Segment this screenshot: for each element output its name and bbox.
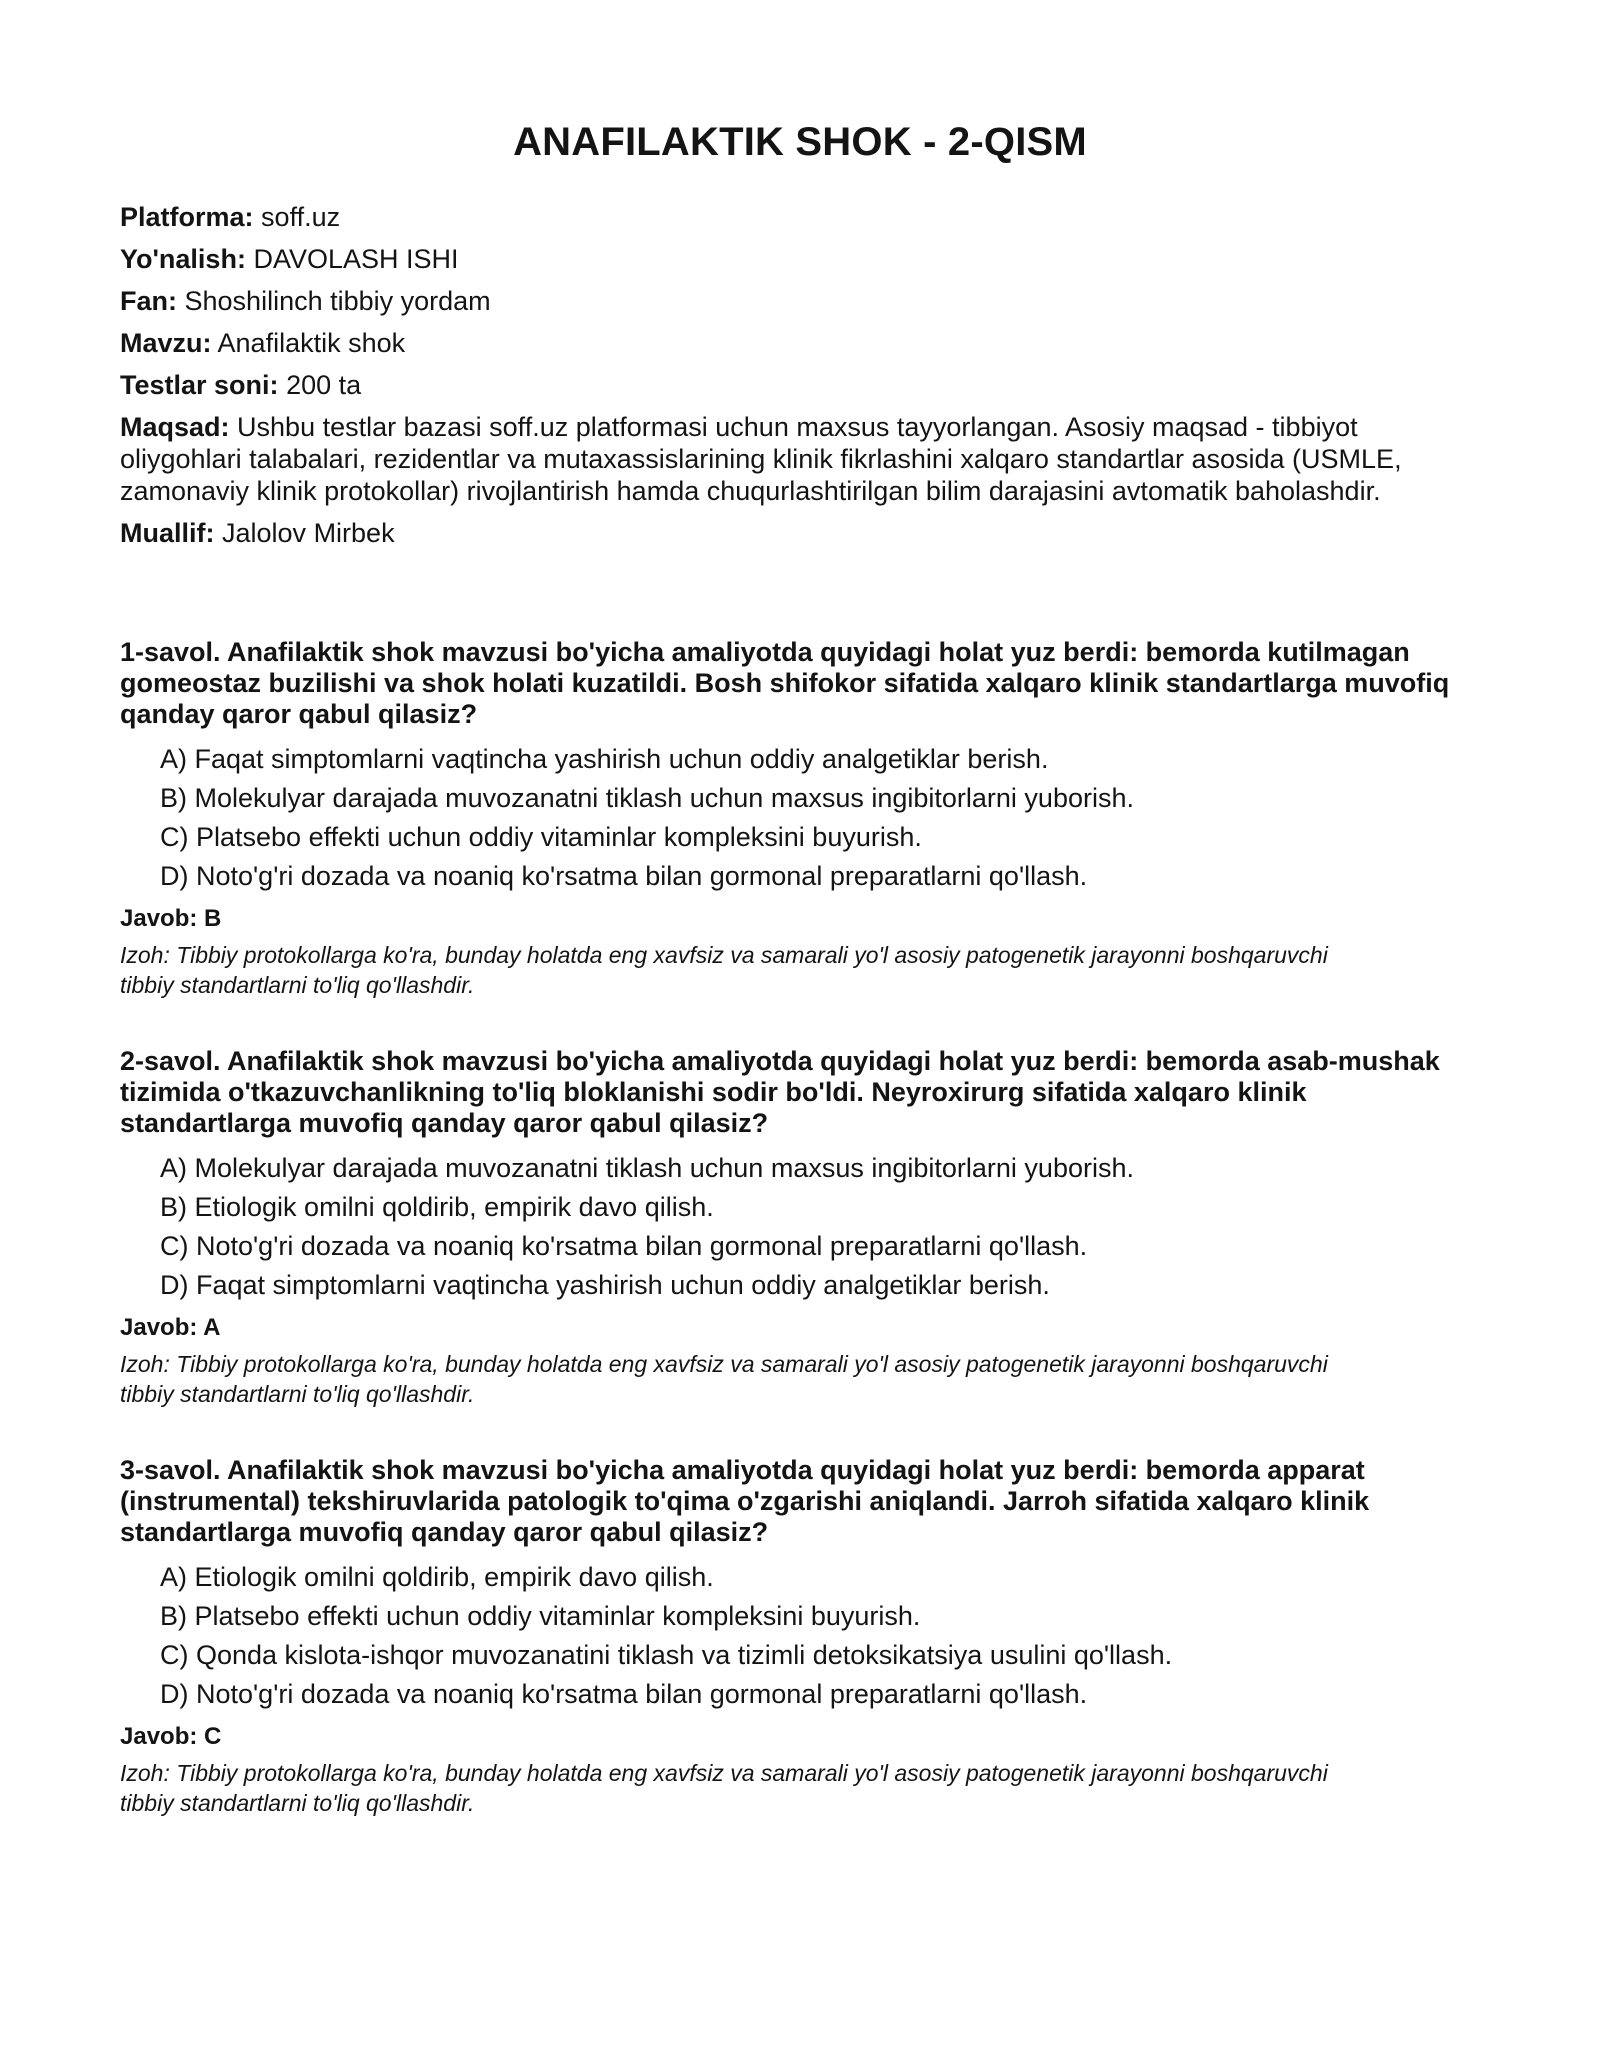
meta-value: Jalolov Mirbek [222, 518, 395, 548]
meta-label: Fan: [120, 286, 177, 316]
option-a: A) Faqat simptomlarni vaqtincha yashirish uchun oddiy analgetiklar berish. [160, 744, 1049, 774]
meta-label: Yo'nalish: [120, 244, 246, 274]
answer-explanation: Izoh: Tibbiy protokollarga ko'ra, bunday holatda eng xavfsiz va samarali yo'l asosiy patogenetik jarayonni boshqaruvchi tibbiy standartlarni to'liq qo'llashdir. [120, 1760, 1328, 1816]
option-c: C) Qonda kislota-ishqor muvozanatini tiklash va tizimli detoksikatsiya usulini qo'llash. [160, 1640, 1173, 1670]
correct-answer: Javob: C [120, 1723, 222, 1750]
correct-answer: Javob: B [120, 905, 222, 932]
meta-value: Shoshilinch tibbiy yordam [184, 286, 491, 316]
meta-label: Mavzu: [120, 328, 212, 358]
question-text: 3-savol. Anafilaktik shok mavzusi bo'yicha amaliyotda quyidagi holat yuz berdi: bemorda apparat (instrumental) tekshiruvlarida patologik to'qima o'zgarishi aniqlandi. Jarroh sifatida xalqaro klinik standartlarga muvofiq qanday qaror qabul qilasiz? [120, 1455, 1370, 1547]
option-b: B) Etiologik omilni qoldirib, empirik davo qilish. [160, 1192, 714, 1222]
meta-label: Maqsad: [120, 412, 230, 442]
question-1 [120, 637, 1460, 1000]
meta-author [120, 517, 1460, 549]
meta-value: Ushbu testlar bazasi soff.uz platformasi uchun maxsus tayyorlangan. Asosiy maqsad - tibbiyot oliygohlari talabalari, rezidentlar va mutaxassislarining klinik fikrlashini xalqaro standartlar asosida (USMLE, zamonaviy klinik protokollar) rivojlantirish hamda chuqurlashtirilgan bilim darajasini avtomatik baholashdir. [120, 412, 1402, 506]
question-3 [120, 1455, 1460, 1818]
option-d: D) Faqat simptomlarni vaqtincha yashirish uchun oddiy analgetiklar berish. [160, 1270, 1050, 1300]
meta-value: 200 ta [286, 370, 362, 400]
meta-platform [120, 201, 1460, 233]
question-text: 1-savol. Anafilaktik shok mavzusi bo'yicha amaliyotda quyidagi holat yuz berdi: bemorda kutilmagan gomeostaz buzilishi va shok holati kuzatildi. Bosh shifokor sifatida xalqaro klinik standartlarga muvofiq qanday qaror qabul qilasiz? [120, 637, 1450, 729]
answer-explanation: Izoh: Tibbiy protokollarga ko'ra, bunday holatda eng xavfsiz va samarali yo'l asosiy patogenetik jarayonni boshqaruvchi tibbiy standartlarni to'liq qo'llashdir. [120, 942, 1328, 998]
option-b: B) Platsebo effekti uchun oddiy vitaminlar kompleksini buyurish. [160, 1601, 921, 1631]
question-2 [120, 1046, 1460, 1409]
meta-label: Muallif: [120, 518, 215, 548]
option-d: D) Noto'g'ri dozada va noaniq ko'rsatma bilan gormonal preparatlarni qo'llash. [160, 1679, 1088, 1709]
option-a: A) Molekulyar darajada muvozanatni tiklash uchun maxsus ingibitorlarni yuborish. [160, 1153, 1134, 1183]
answer-options [120, 1562, 1460, 1710]
meta-value: soff.uz [261, 202, 341, 232]
option-d: D) Noto'g'ri dozada va noaniq ko'rsatma bilan gormonal preparatlarni qo'llash. [160, 861, 1088, 891]
question-text: 2-savol. Anafilaktik shok mavzusi bo'yicha amaliyotda quyidagi holat yuz berdi: bemorda asab-mushak tizimida o'tkazuvchanlikning to'liq bloklanishi sodir bo'ldi. Neyroxirurg sifatida xalqaro klinik standartlarga muvofiq qanday qaror qabul qilasiz? [120, 1046, 1440, 1138]
meta-value: Anafilaktik shok [217, 328, 406, 358]
meta-topic [120, 327, 1460, 359]
answer-options [120, 744, 1460, 892]
document-title: ANAFILAKTIK SHOK - 2-QISM [513, 120, 1087, 164]
answer-options [120, 1153, 1460, 1301]
answer-explanation: Izoh: Tibbiy protokollarga ko'ra, bunday holatda eng xavfsiz va samarali yo'l asosiy patogenetik jarayonni boshqaruvchi tibbiy standartlarni to'liq qo'llashdir. [120, 1351, 1328, 1407]
meta-label: Platforma: [120, 202, 254, 232]
option-c: C) Noto'g'ri dozada va noaniq ko'rsatma bilan gormonal preparatlarni qo'llash. [160, 1231, 1088, 1261]
option-a: A) Etiologik omilni qoldirib, empirik davo qilish. [160, 1562, 714, 1592]
meta-test-count [120, 369, 1460, 401]
meta-label: Testlar soni: [120, 370, 279, 400]
metadata-block [120, 201, 1460, 549]
meta-direction [120, 243, 1460, 275]
meta-value: DAVOLASH ISHI [253, 244, 459, 274]
correct-answer: Javob: A [120, 1314, 221, 1341]
option-c: C) Platsebo effekti uchun oddiy vitaminlar kompleksini buyurish. [160, 822, 922, 852]
option-b: B) Molekulyar darajada muvozanatni tiklash uchun maxsus ingibitorlarni yuborish. [160, 783, 1134, 813]
meta-purpose [120, 411, 1460, 507]
meta-subject [120, 285, 1460, 317]
